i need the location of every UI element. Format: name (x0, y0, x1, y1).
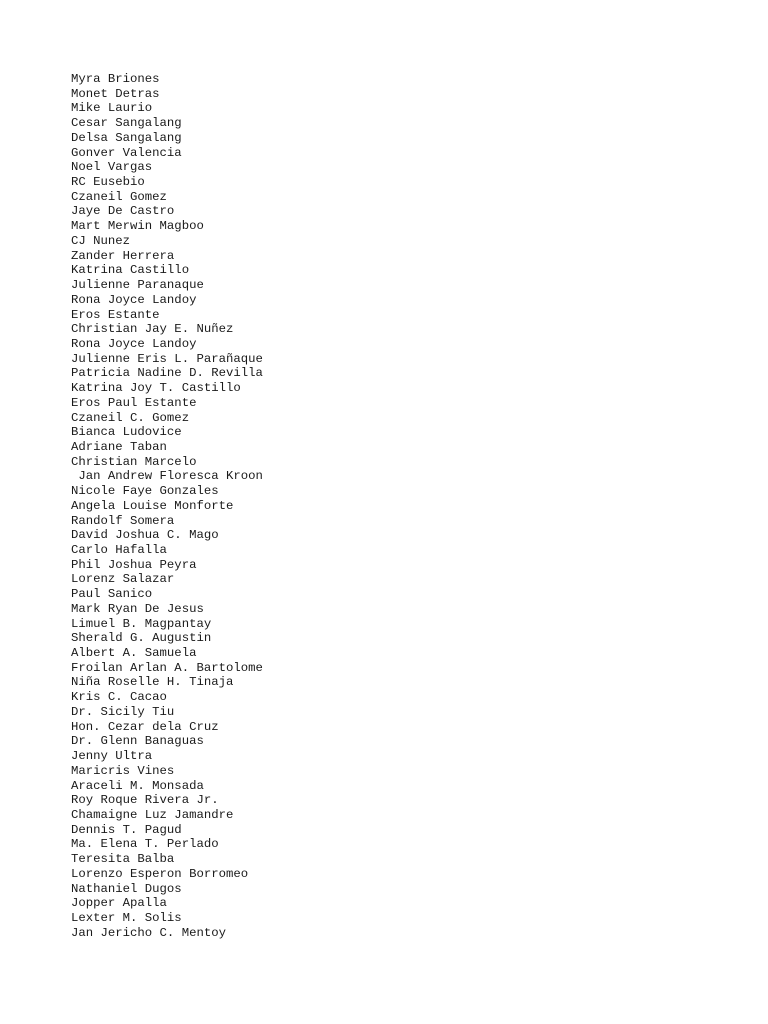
list-item: Rona Joyce Landoy (71, 336, 197, 351)
list-item: Jan Jericho C. Mentoy (71, 925, 226, 940)
list-item: Nathaniel Dugos (71, 881, 182, 896)
list-item: Maricris Vines (71, 763, 175, 778)
list-item: Noel Vargas (71, 160, 153, 175)
list-item: Julienne Eris L. Parañaque (71, 351, 263, 366)
list-item: Dennis T. Pagud (71, 822, 182, 837)
list-item: Teresita Balba (71, 852, 175, 867)
name-list (71, 72, 263, 940)
list-item: CJ Nunez (71, 233, 131, 248)
list-item: Lorenz Salazar (71, 572, 175, 587)
list-item: Phil Joshua Peyra (71, 557, 197, 572)
list-item: Zander Herrera (71, 248, 175, 263)
list-item: Eros Estante (71, 307, 160, 322)
list-item: Lexter M. Solis (71, 910, 182, 925)
list-item: Dr. Sicily Tiu (71, 704, 175, 719)
list-item: Delsa Sangalang (71, 130, 182, 145)
list-item: Katrina Castillo (71, 263, 190, 278)
list-item: Jaye De Castro (71, 204, 175, 219)
list-item: Carlo Hafalla (71, 543, 167, 557)
list-item: Myra Briones (71, 72, 160, 86)
list-item: Paul Sanico (71, 587, 153, 602)
list-item: Dr. Glenn Banaguas (71, 734, 204, 749)
list-item: Hon. Cezar dela Cruz (71, 719, 219, 734)
list-item: David Joshua C. Mago (71, 528, 219, 543)
list-item: Czaneil Gomez (71, 189, 167, 204)
list-item: Eros Paul Estante (71, 395, 197, 410)
list-item: Sherald G. Augustin (71, 631, 212, 646)
list-item: Jopper Apalla (71, 896, 167, 911)
list-item: Chamaigne Luz Jamandre (71, 807, 234, 822)
list-item: Nicole Faye Gonzales (71, 484, 219, 499)
list-item: Mark Ryan De Jesus (71, 601, 204, 616)
list-item: Patricia Nadine D. Revilla (71, 366, 263, 381)
list-item: Jenny Ultra (71, 749, 153, 764)
list-item: Limuel B. Magpantay (71, 616, 212, 631)
list-item: Katrina Joy T. Castillo (71, 381, 241, 396)
list-item: Froilan Arlan A. Bartolome (71, 660, 263, 675)
list-item: Ma. Elena T. Perlado (71, 837, 219, 852)
list-item: Roy Roque Rivera Jr. (71, 793, 219, 808)
list-item: Randolf Somera (71, 513, 175, 528)
list-item: Albert A. Samuela (71, 646, 197, 661)
list-item: Cesar Sangalang (71, 116, 182, 131)
list-item: Adriane Taban (71, 439, 167, 454)
list-item: Lorenzo Esperon Borromeo (71, 866, 249, 881)
list-item: Czaneil C. Gomez (71, 410, 190, 425)
list-item: Rona Joyce Landoy (71, 292, 197, 307)
list-item: Araceli M. Monsada (71, 778, 204, 793)
list-item: Kris C. Cacao (71, 690, 167, 705)
list-item: Christian Marcelo (71, 454, 197, 469)
list-item: Jan Andrew Floresca Kroon (71, 469, 263, 484)
list-item: Bianca Ludovice (71, 425, 182, 440)
list-item: Mart Merwin Magboo (71, 219, 204, 234)
list-item: Mike Laurio (71, 101, 153, 116)
list-item: Niña Roselle H. Tinaja (71, 675, 234, 690)
list-item: Christian Jay E. Nuñez (71, 322, 234, 337)
list-item: RC Eusebio (71, 175, 145, 190)
list-item: Julienne Paranaque (71, 278, 204, 293)
list-item: Monet Detras (71, 86, 160, 101)
list-item: Angela Louise Monforte (71, 498, 234, 513)
list-item: Gonver Valencia (71, 145, 182, 160)
